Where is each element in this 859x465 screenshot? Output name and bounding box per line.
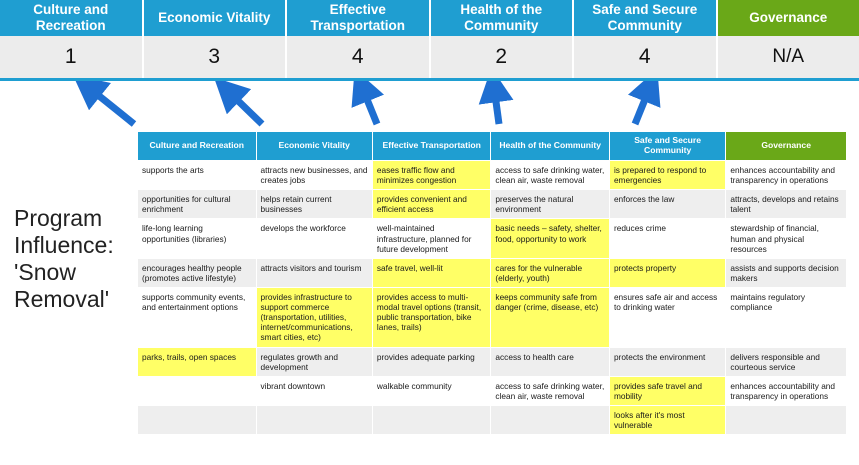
table-row — [138, 258, 847, 287]
matrix-cell: maintains regulatory compliance — [726, 287, 847, 347]
score-safe-and-secure-community: 4 — [574, 36, 718, 78]
matrix-cell — [726, 405, 847, 434]
matrix-cell: access to health care — [491, 347, 610, 376]
program-influence-label — [14, 205, 134, 314]
table-row — [138, 190, 847, 219]
table-row — [138, 287, 847, 347]
matrix-cell: stewardship of financial, human and physical resources — [726, 219, 847, 258]
table-row — [138, 405, 847, 434]
matrix-cell: attracts, develops and retains talent — [726, 190, 847, 219]
score-effective-transportation: 4 — [287, 36, 431, 78]
score-governance: N/A — [718, 36, 859, 78]
matrix-cell: regulates growth and development — [256, 347, 372, 376]
matrix-cell: enhances accountability and transparency in operations — [726, 376, 847, 405]
matrix-cell: vibrant downtown — [256, 376, 372, 405]
matrix-cell: provides convenient and efficient access — [372, 190, 491, 219]
header-cell-culture-and-recreation: Culture and Recreation — [0, 0, 144, 36]
matrix-cell: helps retain current businesses — [256, 190, 372, 219]
matrix-cell — [256, 405, 372, 434]
matrix-cell: protects the environment — [609, 347, 725, 376]
arrow-2-icon — [228, 91, 262, 124]
matrix-cell: assists and supports decision makers — [726, 258, 847, 287]
matrix-cell: parks, trails, open spaces — [138, 347, 257, 376]
header-cell-health-of-the-community: Health of the Community — [431, 0, 575, 36]
header-cell-economic-vitality: Economic Vitality — [144, 0, 288, 36]
header-cell-governance: Governance — [718, 0, 859, 36]
matrix-cell: provides adequate parking — [372, 347, 491, 376]
matrix-cell: safe travel, well-lit — [372, 258, 491, 287]
matrix-col-health-of-the-community: Health of the Community — [491, 132, 610, 161]
matrix-cell: opportunities for cultural enrichment — [138, 190, 257, 219]
matrix-cell: provides infrastructure to support commerce (transportation, utilities, internet/communications, smart cities, etc) — [256, 287, 372, 347]
matrix-cell: is prepared to respond to emergencies — [609, 161, 725, 190]
matrix-cell: looks after it's most vulnerable — [609, 405, 725, 434]
matrix-cell: basic needs – safety, shelter, food, opportunity to work — [491, 219, 610, 258]
matrix-col-economic-vitality: Economic Vitality — [256, 132, 372, 161]
program-influence-line-2: Influence: — [14, 232, 114, 259]
matrix-cell: eases traffic flow and minimizes congestion — [372, 161, 491, 190]
matrix-cell: supports community events, and entertainment options — [138, 287, 257, 347]
score-health-of-the-community: 2 — [431, 36, 575, 78]
matrix-col-safe-and-secure-community: Safe and Secure Community — [609, 132, 725, 161]
matrix-cell: well-maintained infrastructure, planned for future development — [372, 219, 491, 258]
matrix-cell: walkable community — [372, 376, 491, 405]
matrix-cell: enforces the law — [609, 190, 725, 219]
matrix-cell: life-long learning opportunities (libraries) — [138, 219, 257, 258]
table-row — [138, 161, 847, 190]
matrix-cell: provides safe travel and mobility — [609, 376, 725, 405]
matrix-header-row — [138, 132, 847, 161]
arrow-4-icon — [494, 87, 499, 124]
matrix-cell — [491, 405, 610, 434]
table-row — [138, 219, 847, 258]
program-influence-line-1: Program — [14, 205, 103, 231]
score-band — [0, 36, 859, 78]
matrix-cell: develops the workforce — [256, 219, 372, 258]
matrix-cell: protects property — [609, 258, 725, 287]
matrix-cell: enhances accountability and transparency in operations — [726, 161, 847, 190]
matrix-cell — [372, 405, 491, 434]
header-cell-effective-transportation: Effective Transportation — [287, 0, 431, 36]
program-influence-line-4: Removal' — [14, 286, 110, 313]
outcome-header-band — [0, 0, 859, 36]
table-row — [138, 347, 847, 376]
matrix-col-effective-transportation: Effective Transportation — [372, 132, 491, 161]
matrix-cell: attracts visitors and tourism — [256, 258, 372, 287]
table-row — [138, 376, 847, 405]
matrix-cell: access to safe drinking water, clean air, waste removal — [491, 161, 610, 190]
matrix-cell: cares for the vulnerable (elderly, youth) — [491, 258, 610, 287]
program-influence-line-3: 'Snow — [14, 259, 76, 286]
arrow-3-icon — [362, 87, 377, 124]
matrix-cell — [138, 376, 257, 405]
matrix-cell: supports the arts — [138, 161, 257, 190]
matrix-col-culture-and-recreation: Culture and Recreation — [138, 132, 257, 161]
matrix-cell: provides access to multi-modal travel options (transit, public transportation, bike lanes, trails) — [372, 287, 491, 347]
matrix-cell: reduces crime — [609, 219, 725, 258]
arrow-5-icon — [635, 87, 650, 124]
matrix-body — [138, 161, 847, 435]
matrix-cell: preserves the natural environment — [491, 190, 610, 219]
score-economic-vitality: 3 — [144, 36, 288, 78]
arrow-group — [0, 81, 859, 131]
header-cell-safe-and-secure-community: Safe and Secure Community — [574, 0, 718, 36]
score-culture-and-recreation: 1 — [0, 36, 144, 78]
outcome-attributes-matrix — [137, 131, 847, 435]
matrix-cell: attracts new businesses, and creates jobs — [256, 161, 372, 190]
matrix-col-governance: Governance — [726, 132, 847, 161]
matrix-cell: ensures safe air and access to drinking water — [609, 287, 725, 347]
matrix-cell: encourages healthy people (promotes active lifestyle) — [138, 258, 257, 287]
matrix-cell: delivers responsible and courteous service — [726, 347, 847, 376]
arrow-1-icon — [88, 87, 134, 124]
matrix-cell: access to safe drinking water, clean air, waste removal — [491, 376, 610, 405]
matrix-cell — [138, 405, 257, 434]
matrix-cell: keeps community safe from danger (crime, disease, etc) — [491, 287, 610, 347]
